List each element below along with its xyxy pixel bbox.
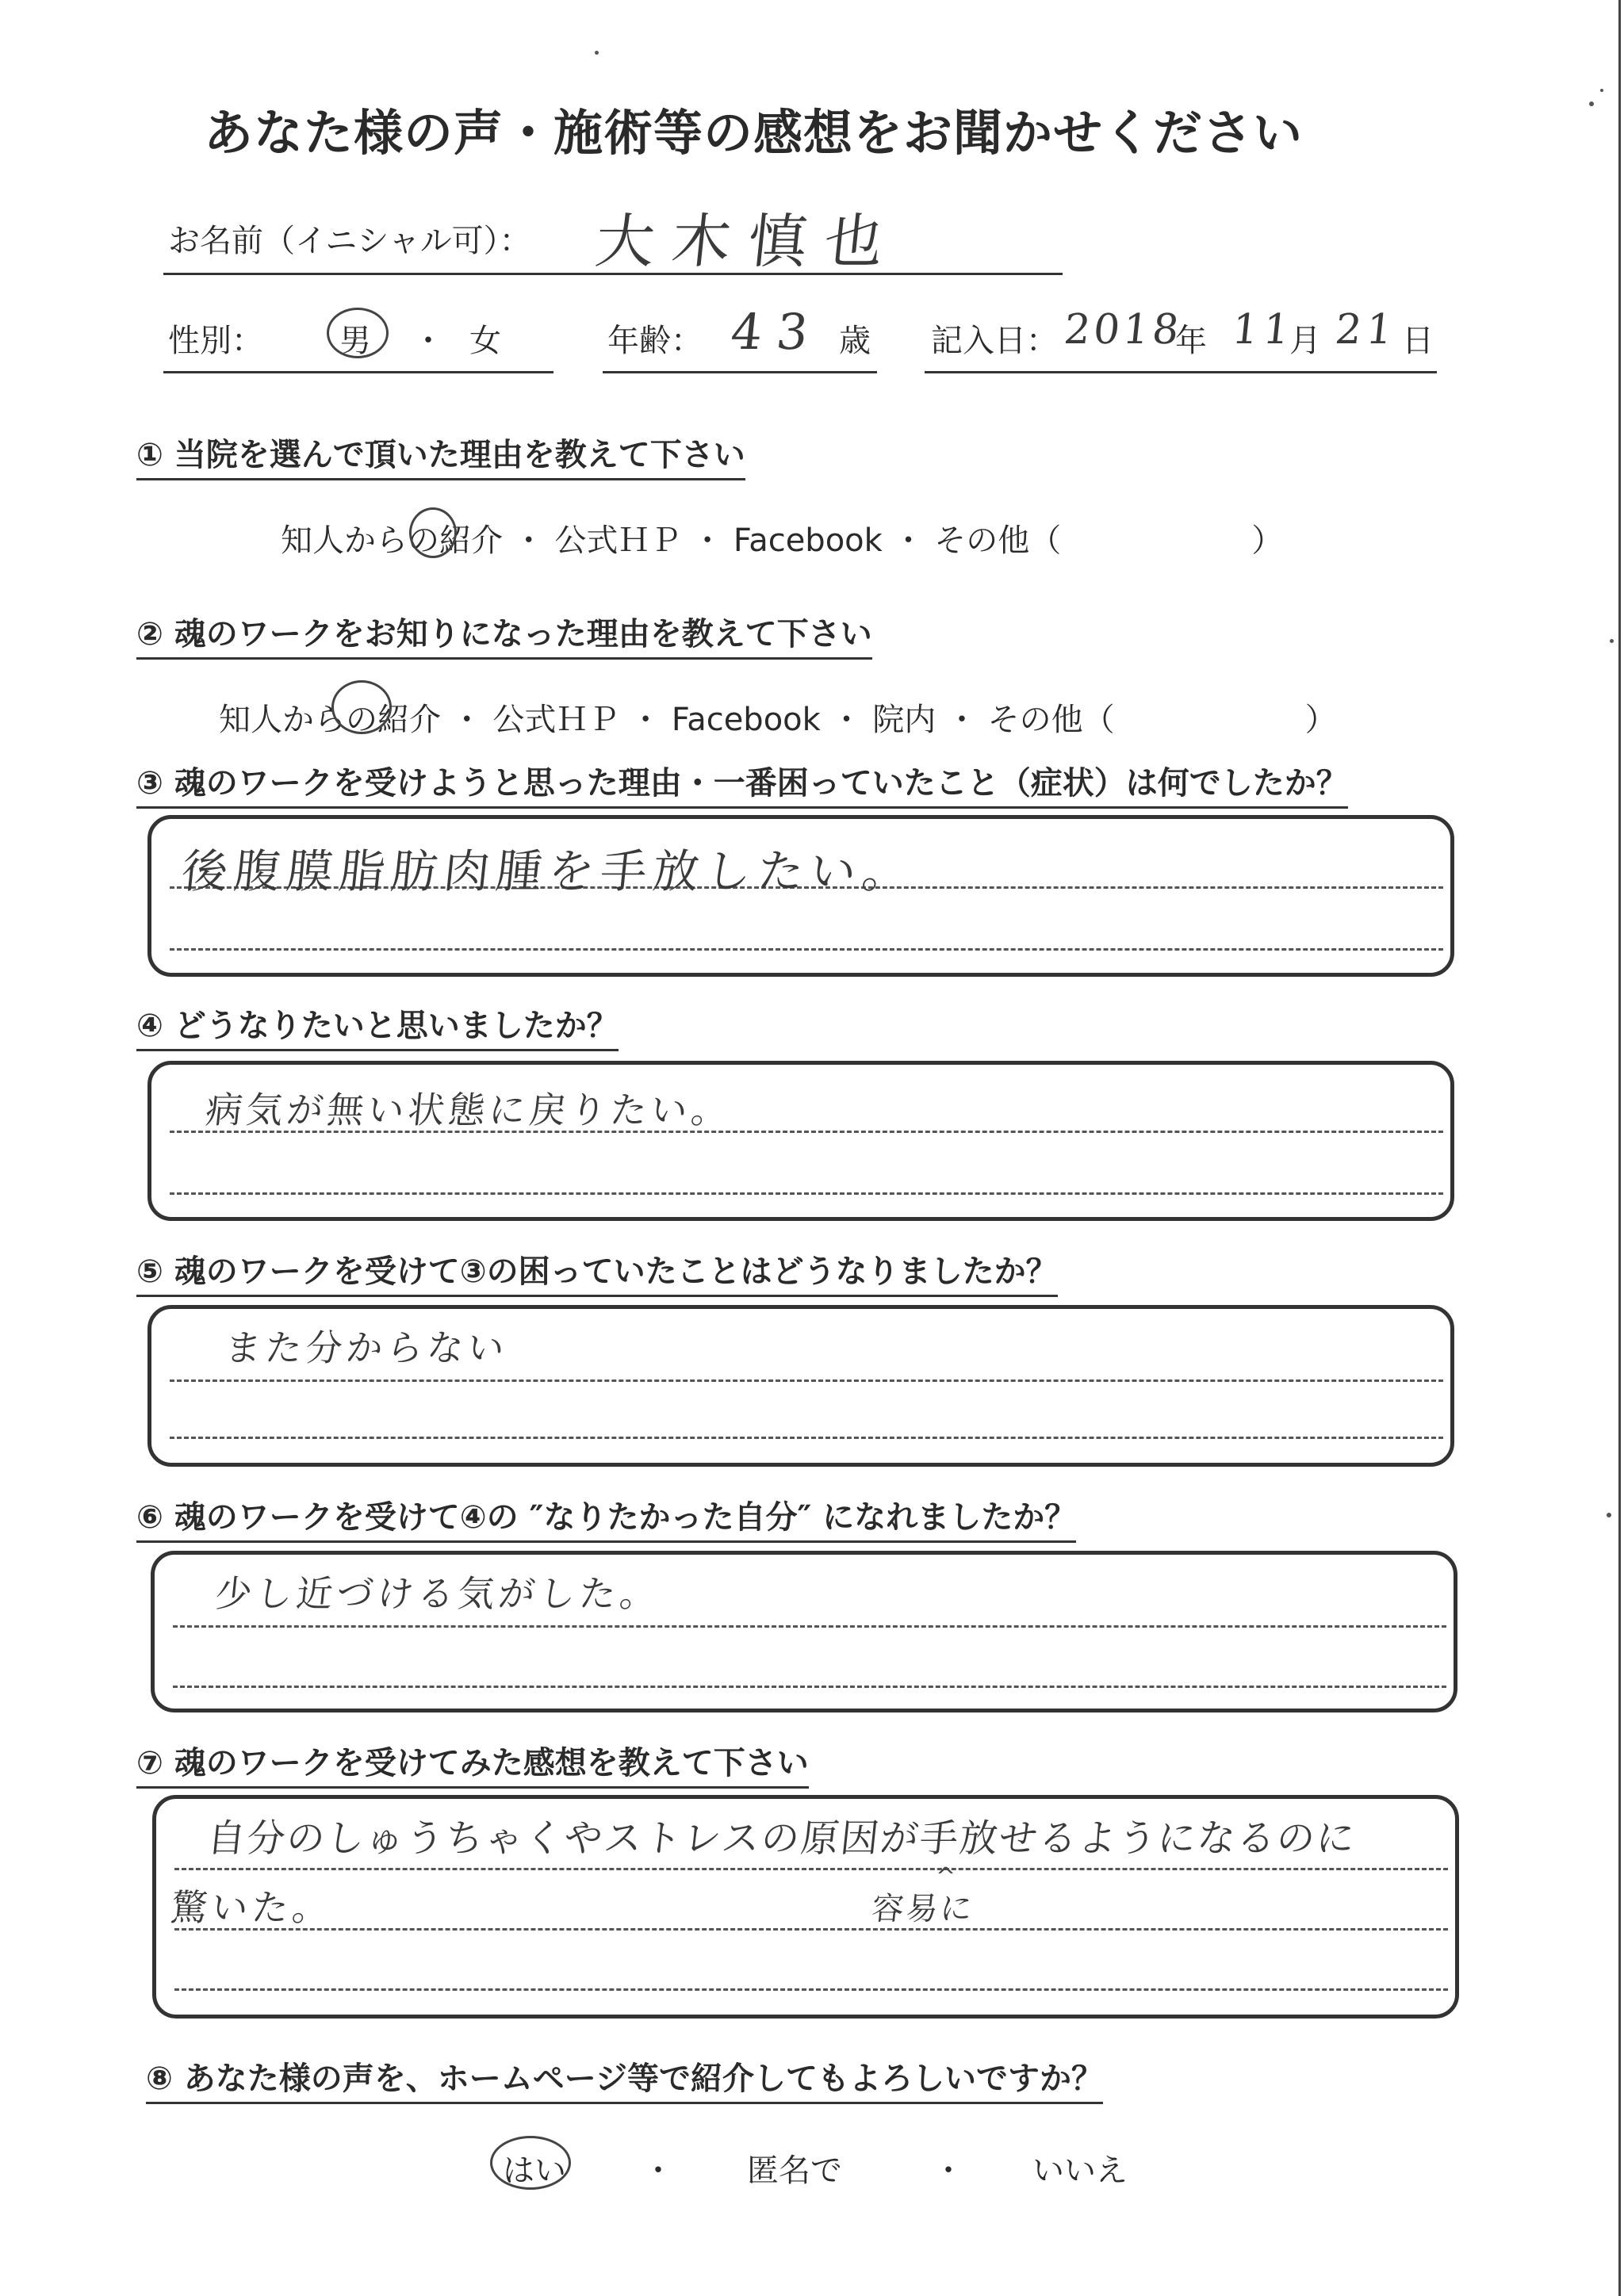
date-day-value[interactable]: 21 [1332, 306, 1400, 354]
scan-edge-line [1618, 0, 1621, 2296]
q5-answer-line [170, 1437, 1443, 1439]
q5-answer-line [170, 1380, 1443, 1382]
gender-female-option[interactable]: 女 [469, 323, 501, 359]
q4-answer-text: 病気が無い状態に戻りたい。 [203, 1089, 734, 1131]
q8-option-anonymous[interactable]: 匿名で [747, 2152, 842, 2189]
q5-heading: ⑤ 魂のワークを受けて③の困っていたことはどうなりましたか？ [136, 1246, 1058, 1297]
age-value[interactable]: 43 [728, 303, 825, 361]
gender-male-circle-mark [327, 308, 389, 358]
q6-answer-text: 少し近づける気がした。 [213, 1572, 663, 1615]
name-label: お名前（イニシャル可）： [168, 223, 531, 259]
form-title: あなた様の声・施術等の感想をお聞かせください [203, 104, 1303, 162]
scan-speck [1589, 101, 1594, 106]
gender-separator: ・ [412, 323, 444, 359]
name-underline [163, 273, 1063, 275]
date-label: 記入日： [931, 323, 1058, 359]
scan-speck [1600, 89, 1603, 92]
q3-heading: ③ 魂のワークを受けようと思った理由・一番困っていたこと（症状）は何でしたか？ [136, 758, 1348, 809]
q7-answer-line [174, 1868, 1448, 1870]
q5-answer-text: また分からない [222, 1326, 511, 1369]
q3-answer-line [170, 948, 1443, 951]
q8-yes-circle-mark [490, 2136, 571, 2190]
scan-speck [1610, 639, 1614, 643]
q4-answer-line [170, 1192, 1443, 1195]
q7-answer-line [174, 1928, 1448, 1931]
date-year-unit: 年 [1175, 323, 1207, 359]
q3-answer-text: 後腹膜脂肪肉腫を手放したい。 [178, 844, 918, 898]
q7-answer-line [174, 1988, 1448, 1991]
q2-selected-circle-mark [331, 680, 392, 734]
q7-answer-line1: 自分のしゅうちゃくやストレスの原因が手放せるようになるのに [205, 1816, 1359, 1861]
name-value[interactable]: 大木慎也 [592, 208, 904, 276]
date-month-value[interactable]: 11 [1229, 306, 1297, 354]
q1-selected-circle-mark [409, 507, 457, 558]
q8-heading: ⑧ あなた様の声を、ホームページ等で紹介してもよろしいですか？ [146, 2053, 1103, 2104]
date-day-unit: 日 [1402, 323, 1434, 359]
date-underline [925, 371, 1437, 373]
q8-option-no[interactable]: いいえ [1032, 2152, 1128, 2189]
age-underline [603, 371, 877, 373]
q6-heading: ⑥ 魂のワークを受けて④の ″なりたかった自分″ になれましたか？ [136, 1492, 1076, 1543]
q2-heading: ② 魂のワークをお知りになった理由を教えて下さい [136, 609, 872, 660]
scan-speck [595, 51, 599, 55]
age-unit: 歳 [839, 323, 871, 359]
q7-answer-insert: 容易に [870, 1891, 977, 1927]
q6-answer-line [173, 1625, 1446, 1628]
q7-heading: ⑦ 魂のワークを受けてみた感想を教えて下さい [136, 1738, 809, 1789]
q8-separator: ・ [642, 2152, 674, 2189]
q7-answer-line2: 驚いた。 [168, 1886, 335, 1929]
q4-heading: ④ どうなりたいと思いましたか？ [136, 1001, 619, 1051]
date-year-value[interactable]: 2018 [1061, 306, 1185, 354]
q8-option-yes[interactable]: はい [503, 2152, 566, 2189]
gender-male-option[interactable]: 男 [339, 323, 371, 359]
q2-options[interactable]: 知人からの紹介 ・ 公式ＨＰ ・ Facebook ・ 院内 ・ その他（ ） [219, 702, 1337, 738]
gender-underline [163, 371, 553, 373]
scan-speck [1607, 1513, 1611, 1517]
q1-heading: ① 当院を選んで頂いた理由を教えて下さい [136, 430, 745, 480]
q8-separator: ・ [933, 2152, 964, 2189]
q6-answer-line [173, 1686, 1446, 1688]
gender-label: 性別： [168, 323, 263, 359]
date-month-unit: 月 [1289, 323, 1321, 359]
insertion-caret-icon: ^ [936, 1863, 956, 1891]
q1-options[interactable]: 知人からの紹介 ・ 公式ＨＰ ・ Facebook ・ その他（ ） [281, 522, 1284, 559]
age-label: 年齢： [607, 323, 703, 359]
